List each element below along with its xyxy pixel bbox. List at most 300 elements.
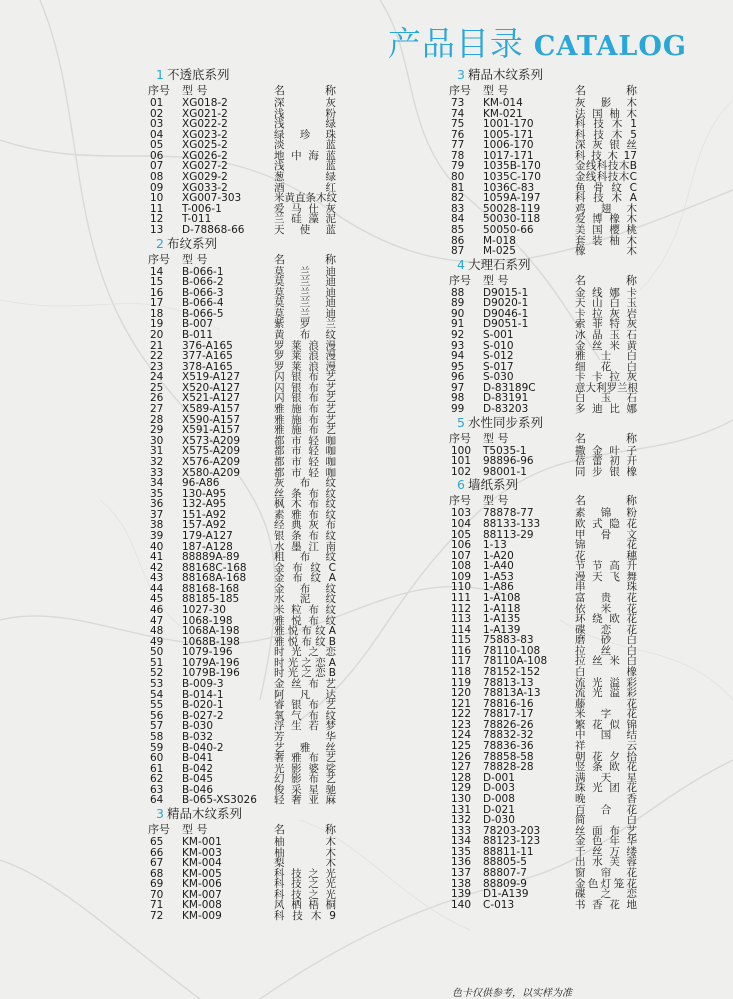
table-row: [148, 225, 358, 236]
item-name: 撒金叶子: [575, 444, 637, 457]
table-row: [148, 605, 358, 616]
table-row: [148, 911, 358, 922]
item-name: 莫兰迪: [274, 286, 336, 299]
item-name: 素雅布纹: [274, 508, 336, 521]
item-number: 107: [451, 549, 472, 562]
section-number: 1: [156, 67, 164, 82]
item-name: 雅施布艺: [274, 424, 336, 437]
item-number: 138: [451, 877, 472, 890]
item-name: 罗莱浪漫: [274, 350, 336, 363]
item-number: 73: [451, 97, 465, 109]
item-model: 1-A139: [483, 623, 521, 636]
item-model: 78817-17: [483, 708, 534, 721]
column-headers: [449, 431, 669, 446]
section-title: [449, 477, 669, 493]
header-no: 序号: [148, 823, 170, 836]
item-name: 金色灯笼花: [575, 877, 637, 890]
item-number: 28: [150, 413, 164, 426]
item-model: X521-A127: [182, 392, 241, 405]
section-name: 布纹系列: [166, 235, 217, 251]
table-row: [148, 330, 358, 341]
item-number: 88: [451, 286, 465, 299]
item-number: 52: [150, 667, 164, 680]
item-name: 水泥纹: [274, 593, 336, 606]
item-number: 71: [150, 899, 164, 912]
item-number: 124: [451, 729, 472, 742]
item-number: 98: [451, 392, 465, 405]
item-model: T-011: [182, 213, 212, 226]
section-number: 6: [457, 477, 465, 493]
item-name: 氧气布纹: [274, 709, 336, 722]
item-number: 137: [451, 867, 472, 879]
item-number: 14: [150, 265, 164, 278]
item-number: 48: [150, 625, 164, 638]
item-model: 78832-32: [483, 729, 534, 742]
item-name: 金线科技木B: [575, 160, 637, 173]
header-model: 型 号: [182, 84, 208, 97]
item-model: B-065-XS3026: [182, 794, 257, 807]
item-number: 19: [150, 318, 164, 331]
item-model: D-030: [483, 814, 515, 827]
header-name: 名 称: [575, 273, 637, 287]
item-model: T5035-1: [483, 444, 527, 457]
item-name: 科技之光: [274, 878, 336, 891]
item-name: 绿珍珠: [274, 128, 336, 141]
item-number: 20: [150, 328, 164, 341]
item-name: 灰布纹: [274, 477, 336, 490]
item-model: B-032: [182, 730, 214, 743]
item-model: S-030: [483, 371, 514, 384]
item-number: 21: [150, 339, 164, 352]
item-model: 78826-26: [483, 718, 534, 731]
item-model: D-008: [483, 792, 515, 805]
item-name: 冰晶玉石: [575, 328, 637, 341]
item-number: 50: [150, 646, 164, 659]
item-name: 流光溢彩: [575, 687, 637, 700]
item-number: 33: [150, 466, 164, 479]
item-number: 29: [150, 424, 164, 437]
item-number: 110: [451, 581, 472, 594]
item-number: 75: [451, 118, 465, 131]
item-model: 1-A20: [483, 549, 514, 562]
item-number: 129: [451, 782, 472, 795]
item-number: 47: [150, 614, 164, 627]
item-model: KM-009: [182, 910, 222, 923]
item-model: X580-A209: [182, 466, 241, 479]
item-name: 水墨江南: [274, 540, 336, 553]
section-name: 水性同步系列: [467, 414, 543, 430]
item-model: D-78868-66: [182, 223, 245, 236]
item-name: 鱼骨纹C: [575, 181, 637, 194]
item-name: 书香花地: [575, 898, 637, 911]
item-model: X589-A157: [182, 403, 241, 416]
item-number: 13: [150, 223, 164, 236]
item-name: 依米花: [575, 602, 637, 615]
item-name: 都市轻咖: [274, 434, 336, 447]
item-name: 富贵花: [575, 591, 637, 604]
item-name: 竖条欧花: [575, 761, 637, 774]
item-name: 套装柚木: [575, 234, 637, 247]
item-model: C-013: [483, 898, 515, 911]
item-number: 69: [150, 878, 164, 891]
item-model: 1059A-197: [483, 192, 541, 205]
item-model: X576-A209: [182, 455, 241, 468]
item-number: 76: [451, 128, 465, 141]
item-model: B-009-3: [182, 678, 224, 691]
item-model: 1-A135: [483, 613, 521, 626]
item-number: 130: [451, 792, 472, 805]
item-model: D-001: [483, 771, 515, 784]
table-row: [148, 98, 358, 109]
item-model: 88168C-168: [182, 561, 247, 574]
item-number: 67: [150, 857, 164, 870]
item-name: 天使蓝: [274, 223, 336, 236]
item-model: M-025: [483, 245, 516, 258]
item-model: 1-A118: [483, 602, 521, 615]
item-model: 88168A-168: [182, 572, 247, 585]
item-number: 07: [150, 160, 164, 173]
column-headers: [449, 273, 669, 288]
item-model: KM-021: [483, 107, 523, 120]
item-model: X590-A157: [182, 413, 241, 426]
item-name: 藤花: [575, 697, 637, 710]
item-name: 天山白玉: [575, 297, 637, 310]
header-no: 序号: [449, 494, 471, 508]
item-number: 49: [150, 635, 164, 648]
item-model: 78152-152: [483, 666, 541, 679]
item-model: 187-A128: [182, 540, 233, 553]
item-model: 88809-9: [483, 877, 527, 890]
item-model: 78836-36: [483, 740, 534, 753]
table-row: [449, 246, 669, 257]
item-model: B-040-2: [182, 741, 224, 754]
item-name: 光影婆娑: [274, 762, 336, 775]
item-number: 59: [150, 741, 164, 754]
table-row: [449, 98, 669, 109]
item-number: 90: [451, 307, 465, 320]
item-number: 112: [451, 602, 472, 615]
item-number: 95: [451, 360, 465, 373]
item-name: 串珠: [575, 581, 637, 594]
item-model: 50030-118: [483, 213, 541, 226]
item-model: D-003: [483, 782, 515, 795]
item-model: 50028-119: [483, 202, 541, 215]
table-row: [148, 732, 358, 743]
item-model: 1035C-170: [483, 171, 541, 184]
item-model: 1035B-170: [483, 160, 541, 173]
item-number: 37: [150, 508, 164, 521]
item-model: D9015-1: [483, 286, 529, 299]
item-number: 40: [150, 540, 164, 553]
item-number: 133: [451, 824, 472, 837]
item-model: 1027-30: [182, 604, 226, 617]
section-number: 3: [457, 67, 465, 82]
item-name: 柚木: [274, 846, 336, 859]
header-name: 名 称: [274, 252, 336, 266]
item-name: 蓓蕾初开: [575, 455, 637, 468]
item-number: 05: [150, 139, 164, 152]
section-title: [449, 257, 669, 273]
item-model: D-83189C: [483, 381, 536, 394]
item-name: 艺雅丝: [274, 741, 336, 754]
item-number: 116: [451, 644, 472, 657]
item-number: 135: [451, 845, 472, 858]
item-number: 103: [451, 507, 472, 520]
item-model: D-83203: [483, 403, 529, 416]
item-model: B-066-1: [182, 265, 224, 278]
section-name: 精品木纹系列: [166, 806, 242, 821]
catalog-title-en: CATALOG: [533, 31, 687, 62]
item-number: 60: [150, 752, 164, 765]
item-name: 卡拉灰岩: [575, 307, 637, 320]
item-model: 88168-168: [182, 582, 240, 595]
item-model: 1017-171: [483, 149, 534, 162]
header-name: 名 称: [575, 84, 637, 97]
item-number: 04: [150, 128, 164, 141]
item-model: B-066-4: [182, 297, 224, 310]
item-model: B-066-2: [182, 276, 224, 289]
item-name: 莫兰迪: [274, 276, 336, 289]
header-no: 序号: [148, 252, 170, 266]
item-model: 179-A127: [182, 529, 233, 542]
item-model: 1068B-198: [182, 635, 240, 648]
item-number: 06: [150, 149, 164, 162]
item-model: XG026-2: [182, 149, 228, 162]
table-row: [449, 667, 669, 678]
item-name: 时光之恋A: [274, 656, 336, 669]
table-row: [449, 593, 669, 604]
item-number: 22: [150, 350, 164, 363]
item-model: D9051-1: [483, 318, 529, 331]
item-model: 1005-171: [483, 128, 534, 141]
item-model: 88805-5: [483, 856, 527, 869]
item-number: 128: [451, 771, 472, 784]
header-no: 序号: [449, 84, 471, 97]
section-title: [148, 236, 358, 252]
table-row: [148, 795, 358, 806]
item-number: 126: [451, 750, 472, 763]
item-name: 科技木17: [575, 149, 637, 162]
item-number: 122: [451, 708, 472, 721]
item-number: 78: [451, 149, 465, 162]
item-name: 金丝米黄: [575, 339, 637, 352]
item-number: 79: [451, 160, 465, 173]
item-model: D9046-1: [483, 307, 529, 320]
item-name: 芳华: [274, 730, 336, 743]
item-number: 93: [451, 339, 465, 352]
table-row: [449, 330, 669, 341]
item-number: 55: [150, 699, 164, 712]
header-no: 序号: [449, 431, 471, 445]
item-model: 78813-13: [483, 676, 534, 689]
item-number: 62: [150, 773, 164, 786]
item-model: 50050-66: [483, 223, 534, 236]
item-number: 54: [150, 688, 164, 701]
item-name: 紫罗兰: [274, 318, 336, 331]
item-number: 140: [451, 898, 472, 911]
item-name: 梨木: [274, 857, 336, 870]
item-name: 科技之光: [274, 867, 336, 880]
item-name: 黄布纹: [274, 328, 336, 341]
item-number: 09: [150, 181, 164, 194]
item-name: 葱绿: [274, 171, 336, 184]
table-row: [148, 837, 358, 848]
item-name: 细花白: [575, 360, 637, 373]
item-name: 美国樱桃: [575, 223, 637, 236]
item-number: 43: [150, 572, 164, 585]
item-number: 139: [451, 888, 472, 901]
item-number: 56: [150, 709, 164, 722]
item-number: 27: [150, 403, 164, 416]
item-model: 1-A40: [483, 560, 514, 573]
header-model: 型 号: [483, 494, 509, 508]
item-model: X520-A127: [182, 381, 241, 394]
section-title: [449, 67, 669, 83]
item-number: 121: [451, 697, 472, 710]
item-model: 1006-170: [483, 139, 534, 152]
item-name: 都市轻咖: [274, 466, 336, 479]
item-name: 灰影木: [575, 97, 637, 109]
item-number: 58: [150, 730, 164, 743]
item-model: 377-A165: [182, 350, 233, 363]
item-model: B-045: [182, 773, 214, 786]
item-name: 金布纹: [274, 582, 336, 595]
item-number: 102: [451, 465, 472, 478]
column-headers: [148, 822, 358, 837]
item-model: X573-A209: [182, 434, 241, 447]
item-model: KM-003: [182, 846, 222, 859]
item-model: 78203-203: [483, 824, 541, 837]
item-name: 罗莱浪漫: [274, 339, 336, 352]
item-name: 雅悦布纹B: [274, 635, 336, 648]
item-model: 1-A53: [483, 570, 514, 583]
item-name: 白橡: [575, 666, 637, 679]
item-model: KM-007: [182, 888, 222, 901]
item-model: 1036C-83: [483, 181, 535, 194]
catalog-title-cn: 产品目录: [387, 24, 524, 63]
item-name: 意大利罗兰根: [575, 381, 638, 394]
item-model: XG027-2: [182, 160, 228, 173]
item-name: 奢雅布艺: [274, 752, 336, 765]
item-model: 157-A92: [182, 519, 227, 532]
item-number: 100: [451, 444, 472, 457]
item-name: 莫兰迪: [274, 297, 336, 310]
item-name: 金布纹A: [274, 572, 336, 585]
item-model: S-010: [483, 339, 514, 352]
item-name: 鸡翅木: [575, 202, 637, 215]
item-number: 125: [451, 740, 472, 753]
item-number: 63: [150, 783, 164, 796]
item-number: 89: [451, 297, 465, 310]
item-name: 睿银布艺: [274, 699, 336, 712]
item-number: 86: [451, 234, 465, 247]
item-name: 粗布纹: [274, 551, 336, 564]
item-model: XG021-2: [182, 107, 228, 120]
item-number: 134: [451, 835, 472, 848]
item-number: 114: [451, 623, 472, 636]
item-name: 科技木9: [274, 910, 336, 923]
item-number: 65: [150, 836, 164, 848]
item-number: 117: [451, 655, 472, 668]
item-name: 兰硅藻泥: [274, 213, 336, 226]
item-number: 104: [451, 517, 472, 530]
item-model: S-017: [483, 360, 514, 373]
item-model: KM-006: [182, 878, 222, 891]
item-model: 1-A86: [483, 581, 514, 594]
item-number: 31: [150, 445, 164, 458]
item-number: 92: [451, 328, 465, 341]
item-name: 磨砂白: [575, 634, 637, 647]
item-name: 珠光团花: [575, 782, 637, 795]
item-name: 多迪比娜: [575, 403, 637, 416]
column-headers: [148, 83, 358, 98]
item-number: 30: [150, 434, 164, 447]
header-no: 序号: [449, 273, 471, 287]
item-name: 白玉石: [575, 392, 637, 405]
item-model: 96-A86: [182, 477, 220, 490]
item-model: KM-001: [182, 836, 222, 848]
item-name: 雅施布艺: [274, 403, 336, 416]
item-name: 碟之恋: [575, 888, 637, 901]
item-model: XG023-2: [182, 128, 228, 141]
item-name: 柚木: [274, 836, 336, 848]
item-model: 88889A-89: [182, 551, 240, 564]
item-number: 84: [451, 213, 465, 226]
item-name: 卡卡拉灰: [575, 371, 637, 384]
item-name: 花穗: [575, 549, 637, 562]
item-name: 浅绿: [274, 118, 336, 131]
item-name: 都市轻咖: [274, 445, 336, 458]
table-row: [449, 467, 669, 478]
item-model: D-83191: [483, 392, 529, 405]
item-number: 66: [150, 846, 164, 859]
item-model: X591-A157: [182, 424, 241, 437]
item-name: 环绕欧花: [575, 613, 637, 626]
item-number: 119: [451, 676, 472, 689]
header-model: 型 号: [483, 273, 509, 287]
header-name: 名 称: [274, 823, 336, 836]
item-model: 130-A95: [182, 487, 227, 500]
table-row: [148, 531, 358, 542]
item-name: 雅士白: [575, 350, 637, 363]
item-model: D9020-1: [483, 297, 529, 310]
item-name: 时光之恋B: [274, 667, 336, 680]
item-model: D-021: [483, 803, 515, 816]
item-name: 雅悦布纹A: [274, 625, 336, 638]
item-model: KM-004: [182, 857, 222, 870]
item-name: 科技木5: [575, 128, 637, 141]
item-number: 64: [150, 794, 164, 807]
item-name: 俊采星驰: [274, 783, 336, 796]
item-number: 108: [451, 560, 472, 573]
item-number: 39: [150, 529, 164, 542]
item-model: B-007: [182, 318, 214, 331]
item-model: 98896-96: [483, 455, 534, 468]
item-model: 75883-83: [483, 634, 534, 647]
item-number: 118: [451, 666, 472, 679]
item-number: 46: [150, 604, 164, 617]
item-model: 1001-170: [483, 118, 534, 131]
item-model: M-018: [483, 234, 516, 247]
item-number: 77: [451, 139, 465, 152]
item-number: 18: [150, 307, 164, 320]
item-model: 1079A-196: [182, 656, 240, 669]
section-name: 大理石系列: [467, 256, 531, 272]
item-model: X575-A209: [182, 445, 241, 458]
item-model: 378-A165: [182, 360, 233, 373]
item-model: 1079-196: [182, 646, 233, 659]
item-name: 浮生若梦: [274, 720, 336, 733]
